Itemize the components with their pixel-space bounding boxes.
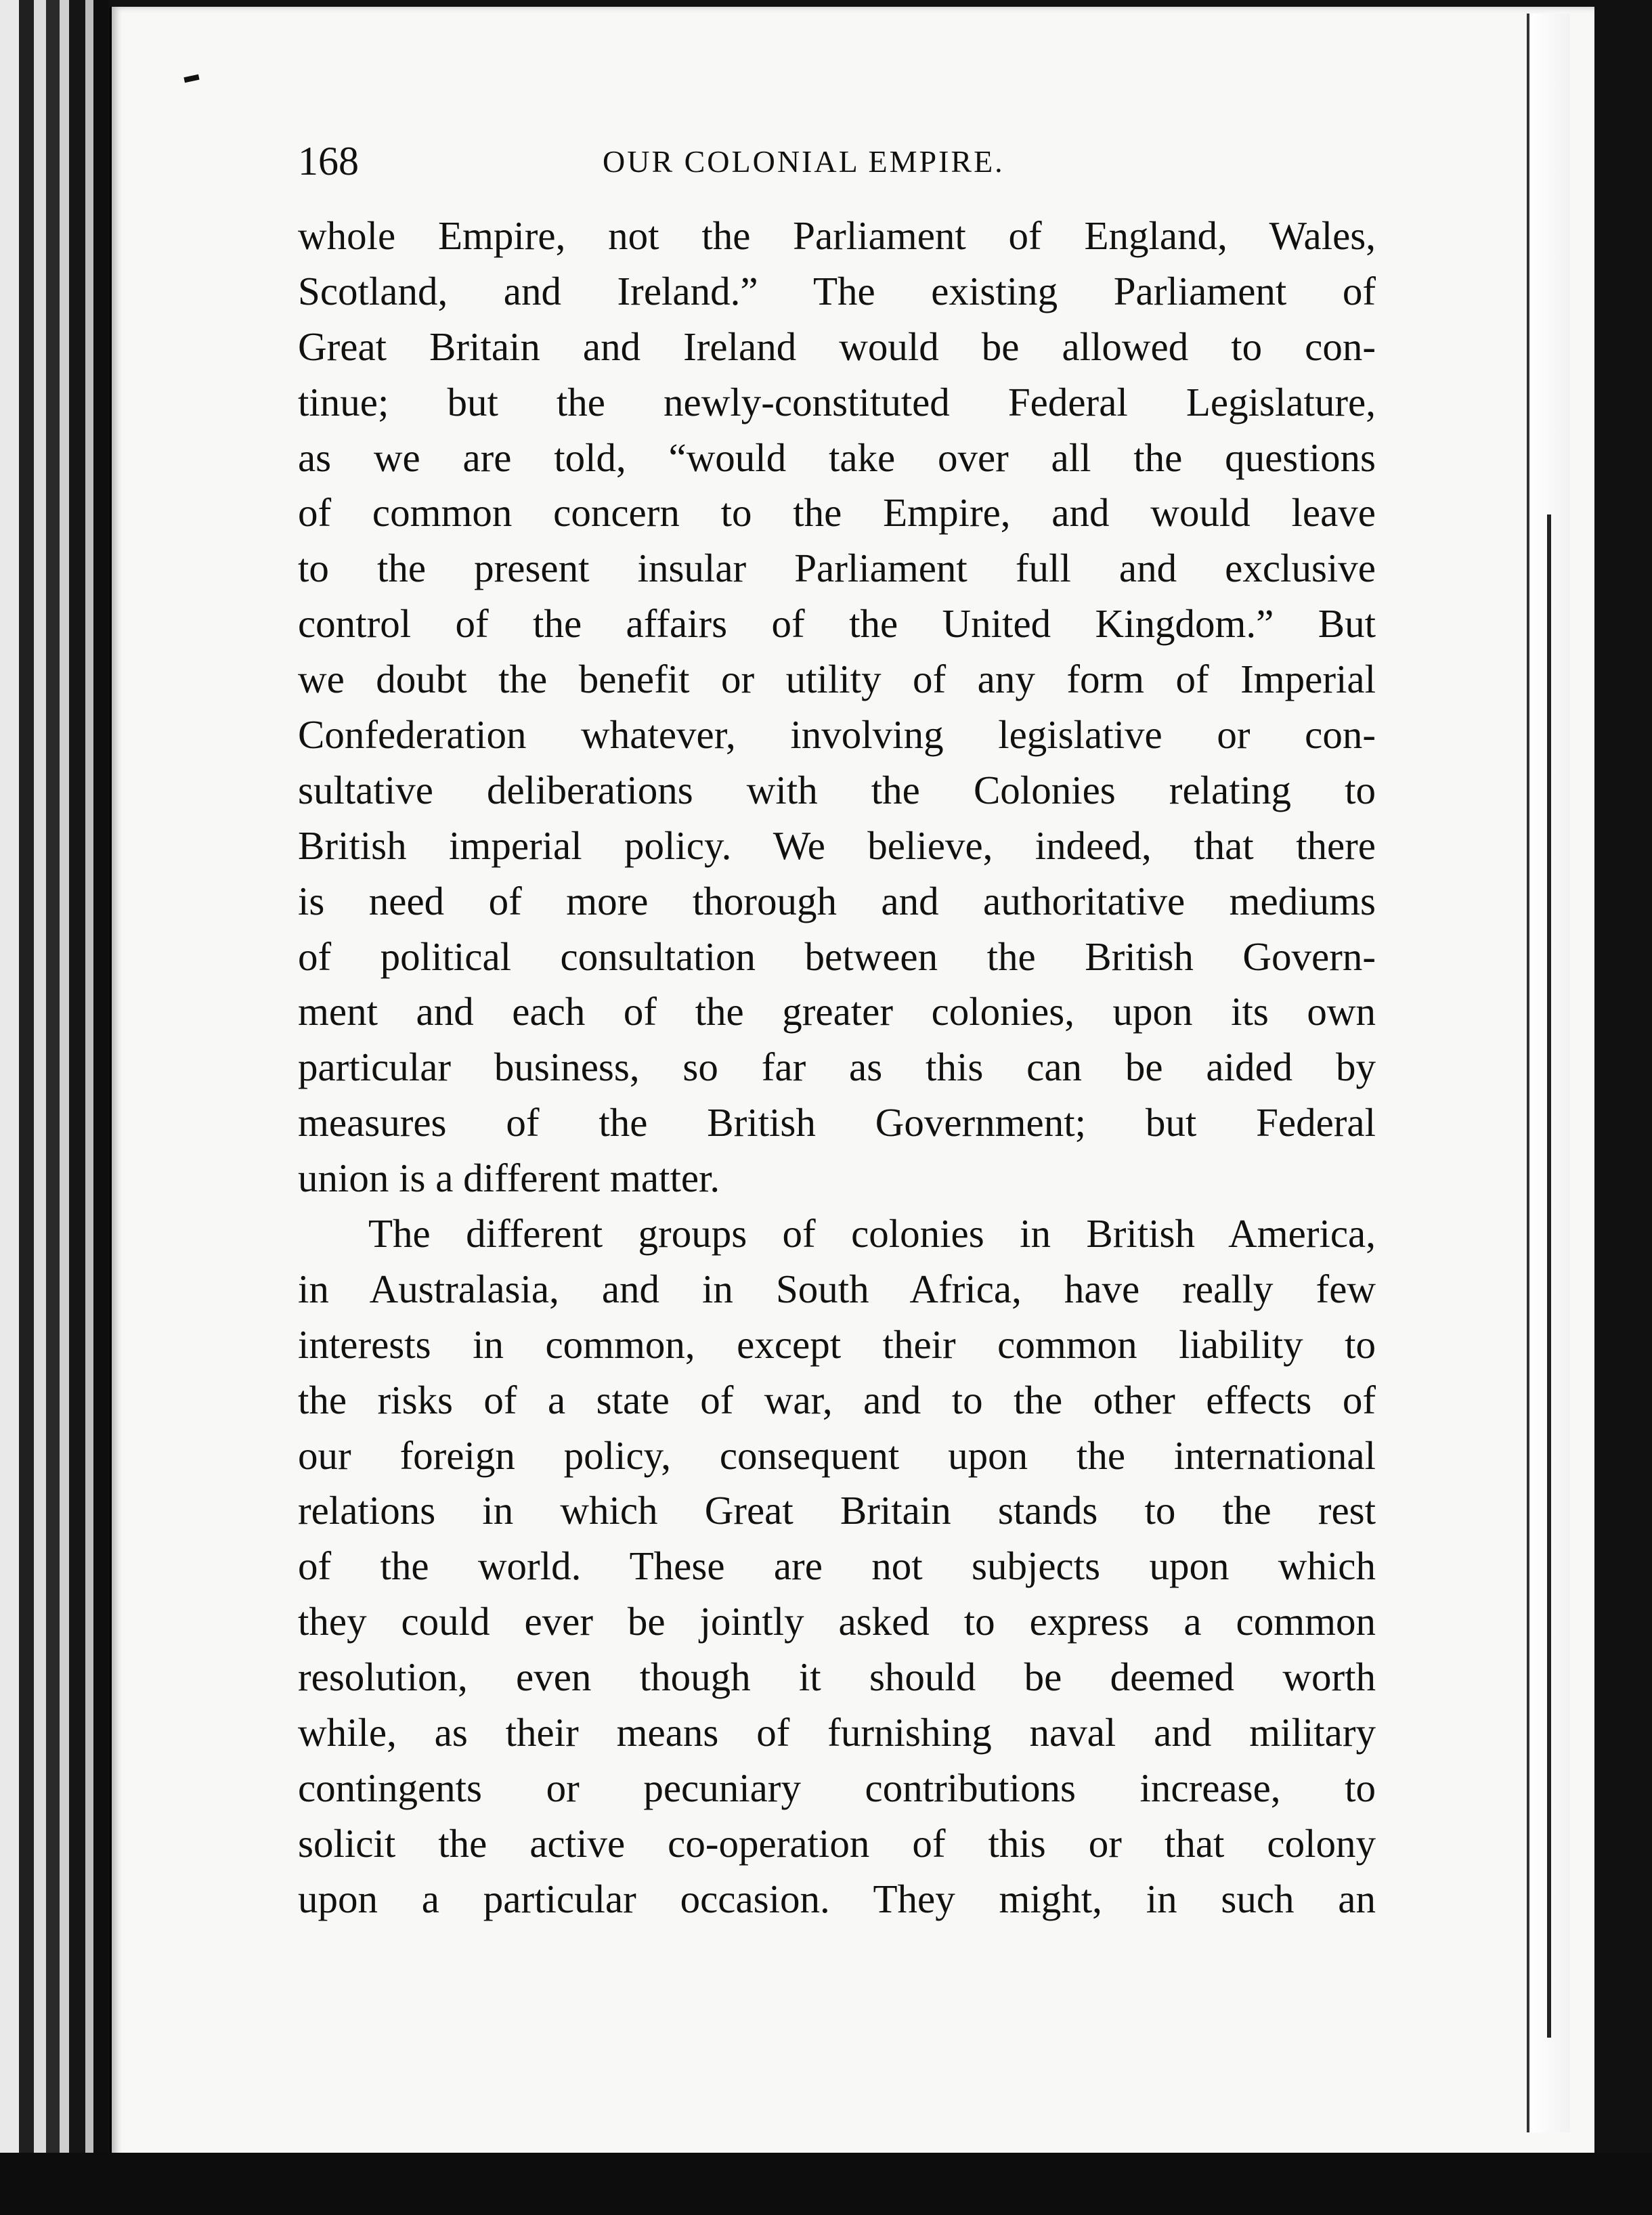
- text-line: The different groups of colonies in British America,: [368, 1211, 1376, 1256]
- text-line: is need of more thorough and authoritative mediums: [298, 878, 1376, 923]
- text-line: of political consultation between the British Govern-: [298, 934, 1376, 979]
- text-line: contingents or pecuniary contributions increase, to: [298, 1765, 1376, 1810]
- text-line: measures of the British Government; but Federal: [298, 1100, 1376, 1145]
- book-edge-strip: [19, 0, 34, 2215]
- book-edge-strip: [93, 0, 108, 2215]
- scan-bottom-band: [0, 2153, 1652, 2215]
- running-title: OUR COLONIAL EMPIRE.: [603, 144, 1005, 179]
- text-line: relations in which Great Britain stands to the rest: [298, 1488, 1376, 1533]
- text-line: the risks of a state of war, and to the other effects of: [298, 1377, 1376, 1422]
- text-line: of the world. These are not subjects upon which: [298, 1543, 1376, 1589]
- text-line: whole Empire, not the Parliament of England, Wales,: [298, 213, 1376, 258]
- book-edge-strip: [85, 0, 93, 2215]
- text-line: in Australasia, and in South Africa, have really few: [298, 1266, 1376, 1311]
- book-edge-strip: [0, 0, 19, 2215]
- text-line: our foreign policy, consequent upon the international: [298, 1432, 1376, 1478]
- text-line: control of the affairs of the United Kingdom.” But: [298, 601, 1376, 646]
- text-line: tinue; but the newly-constituted Federal Legislature,: [298, 379, 1376, 424]
- text-line: they could ever be jointly asked to express a common: [298, 1599, 1376, 1644]
- text-line: ment and each of the greater colonies, upon its own: [298, 989, 1376, 1034]
- text-line: resolution, even though it should be deemed worth: [298, 1654, 1376, 1700]
- book-edge-strip: [34, 0, 46, 2215]
- text-line: solicit the active co-operation of this or that colony: [298, 1820, 1376, 1866]
- text-line: particular business, so far as this can be aided by: [298, 1045, 1376, 1090]
- text-line: sultative deliberations with the Colonies relating to: [298, 767, 1376, 812]
- text-line: union is a different matter.: [298, 1156, 720, 1201]
- text-line: to the present insular Parliament full and exclusive: [298, 546, 1376, 591]
- text-line: while, as their means of furnishing naval and military: [298, 1710, 1376, 1755]
- text-line: Great Britain and Ireland would be allowed to con-: [298, 324, 1376, 369]
- text-line: we doubt the benefit or utility of any form of Imperial: [298, 657, 1376, 702]
- body-text: [298, 209, 1376, 1927]
- book-edge-strip: [46, 0, 60, 2215]
- page-number: 168: [298, 139, 359, 183]
- page-right-edge-shadow: [1547, 514, 1551, 2038]
- text-line: interests in common, except their common liability to: [298, 1321, 1376, 1367]
- text-line: Scotland, and Ireland.” The existing Parliament of: [298, 268, 1376, 313]
- text-line: upon a particular occasion. They might, in such an: [298, 1876, 1376, 1921]
- running-head: [298, 134, 1381, 188]
- text-line: of common concern to the Empire, and would leave: [298, 490, 1376, 535]
- text-line: Confederation whatever, involving legislative or con-: [298, 712, 1376, 758]
- book-edge-strip: [60, 0, 69, 2215]
- text-line: as we are told, “would take over all the questions: [298, 435, 1376, 480]
- paragraph: [298, 209, 1376, 1206]
- text-line: British imperial policy. We believe, indeed, that there: [298, 823, 1376, 868]
- paragraph: [298, 1206, 1376, 1927]
- book-edge-strip: [69, 0, 85, 2215]
